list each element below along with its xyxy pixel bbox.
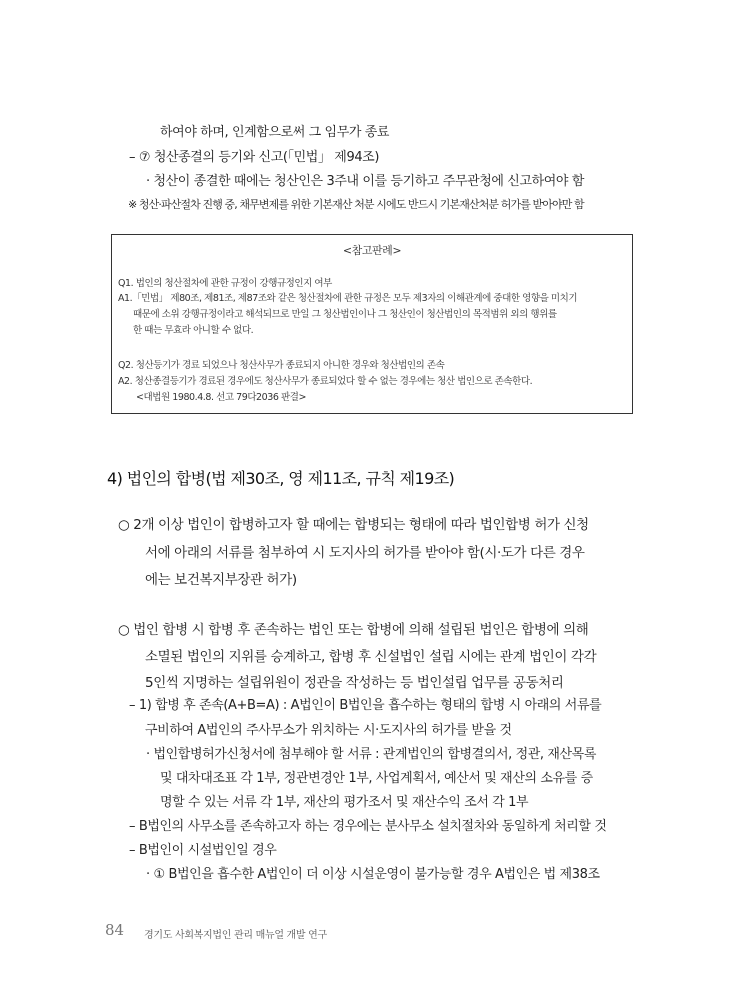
reference-answer-line: A2. 청산종결등기가 경료된 경우에도 청산사무가 종료되었다 할 수 없는 경우에는 청산 법인으로 존속한다. (118, 376, 533, 387)
text-line: · 청산이 종결한 때에는 청산인은 3주내 이를 등기하고 주무관청에 신고하여야 함 (146, 174, 584, 189)
reference-citation: <대법원 1980.4.8. 선고 79다2036 판결> (136, 392, 306, 403)
page-number: 84 (105, 921, 125, 939)
detail-item: · 법인합병허가신청서에 첨부해야 할 서류 : 관계법인의 합병결의서, 정관, 재산목록 (146, 747, 596, 762)
sub-item: – B법인의 사무소를 존속하고자 하는 경우에는 분사무소 설치절차와 동일하게 처리할 것 (129, 819, 607, 834)
footer-title: 경기도 사회복지법인 관리 매뉴얼 개발 연구 (144, 930, 327, 941)
reference-box (111, 234, 633, 414)
section-heading: 4) 법인의 합병(법 제30조, 영 제11조, 규칙 제19조) (107, 469, 455, 488)
detail-continuation: 명할 수 있는 서류 각 1부, 재산의 평가조서 및 재산수익 조서 각 1부 (160, 795, 529, 810)
reference-answer-line: 때문에 소위 강행규정이라고 해석되므로 만일 그 청산법인이나 그 청산인이 청산법인의 목적범위 외의 행위를 (133, 309, 557, 320)
bullet-item: ○ 법인 합병 시 합병 후 존속하는 법인 또는 합병에 의해 설립된 법인은 합병에 의해 (118, 622, 589, 638)
detail-continuation: 및 대차대조표 각 1부, 정관변경안 1부, 사업계획서, 예산서 및 재산의 소유를 증 (160, 771, 593, 786)
text-line: – ⑦ 청산종결의 등기와 신고(「민법」 제94조) (129, 150, 380, 165)
bullet-continuation: 에는 보건복지부장관 허가) (145, 572, 297, 588)
bullet-continuation: 5인씩 지명하는 설립위원이 정관을 작성하는 등 법인설립 업무를 공동처리 (145, 675, 564, 691)
reference-box-title: <참고판례> (342, 244, 402, 257)
reference-answer-line: 한 때는 무효라 아니할 수 없다. (133, 325, 254, 336)
bullet-item: ○ 2개 이상 법인이 합병하고자 할 때에는 합병되는 형태에 따라 법인합병 허가 신청 (118, 517, 589, 533)
sub-item: – B법인이 시설법인일 경우 (129, 843, 277, 858)
reference-answer-line: A1.「민법」 제80조, 제81조, 제87조와 같은 청산절차에 관한 규정은 모두 제3자의 이해관계에 중대한 영향을 미치기 (118, 293, 578, 304)
sub-item: – 1) 합병 후 존속(A+B=A) : A법인이 B법인을 흡수하는 형태의 합병 시 아래의 서류를 (129, 698, 602, 713)
sub-item-continuation: 구비하여 A법인의 주사무소가 위치하는 시·도지사의 허가를 받을 것 (145, 723, 512, 738)
text-line: 하여야 하며, 인계함으로써 그 임무가 종료 (160, 125, 390, 140)
bullet-continuation: 서에 아래의 서류를 첨부하여 시 도지사의 허가를 받아야 함(시·도가 다른 경우 (145, 545, 585, 561)
note-line: ※ 청산·파산절차 진행 중, 채무변제를 위한 기본재산 처분 시에도 반드시 기본재산처분 허가를 받아야만 함 (128, 198, 584, 211)
reference-question: Q1. 법인의 청산절차에 관한 규정이 강행규정인지 여부 (118, 278, 332, 289)
reference-question: Q2. 청산등기가 경료 되었으나 청산사무가 종료되지 아니한 경우와 청산법인의 존속 (118, 360, 445, 371)
detail-item: · ① B법인을 흡수한 A법인이 더 이상 시설운영이 불가능할 경우 A법인은 법 제38조 (146, 867, 600, 882)
bullet-continuation: 소멸된 법인의 지위를 승계하고, 합병 후 신설법인 설립 시에는 관계 법인이 각각 (145, 649, 597, 665)
